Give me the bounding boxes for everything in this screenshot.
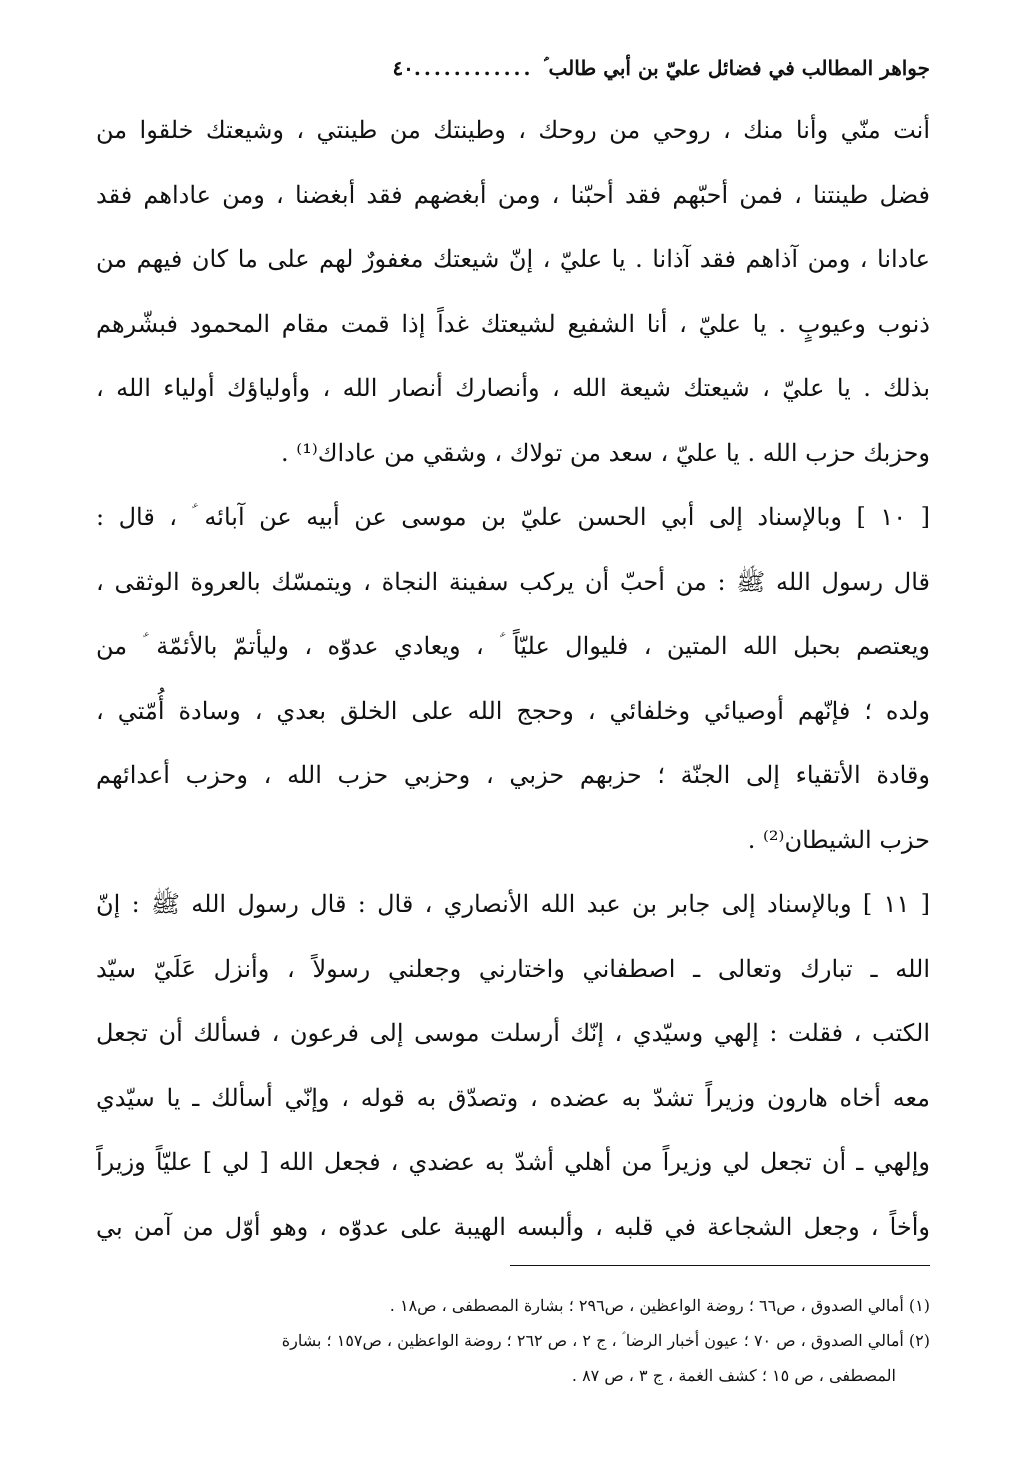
text-line: وحزبك حزب الله . يا عليّ ، سعد من تولاك ، وشقي من عاداك⁽¹⁾ . xyxy=(281,438,930,467)
text-line: [ ١١ ] وبالإسناد إلى جابر بن عبد الله الأنصاري ، قال : قال رسول الله ﷺ : إنّ xyxy=(96,890,930,918)
text-line: الكتب ، فقلت : إلهي وسيّدي ، إنّك أرسلت موسى إلى فرعون ، فسألك أن تجعل xyxy=(96,1019,930,1047)
text-line: أنت منّي وأنا منك ، روحي من روحك ، وطينتك من طينتي ، وشيعتك خلقوا من xyxy=(96,116,930,144)
text-line: وأخاً ، وجعل الشجاعة في قلبه ، وألبسه الهيبة على عدوّه ، وهو أوّل من آمن بي xyxy=(96,1212,930,1241)
text-line: حزب الشيطان⁽²⁾ . xyxy=(747,825,930,854)
text-line: معه أخاه هارون وزيراً تشدّ به عضده ، وتصدّق به قوله ، وإنّي أسألك ـ يا سيّدي xyxy=(96,1083,930,1112)
text-line: ويعتصم بحبل الله المتين ، فليوال عليّاً ؑ ، ويعادي عدوّه ، وليأتمّ بالأئمّة ؑ من xyxy=(96,632,930,660)
text-line: ولده ؛ فإنّهم أوصيائي وخلفائي ، وحجج الله على الخلق بعدي ، وسادة أُمّتي ، xyxy=(96,696,930,725)
footnote-2-continued: المصطفى ، ص ١٥ ؛ كشف الغمة ، ج ٣ ، ص ٨٧ . xyxy=(571,1366,896,1385)
footnote-1: (١) أمالي الصدوق ، ص٦٦ ؛ روضة الواعظين ، ص٢٩٦ ؛ بشارة المصطفى ، ص١٨ . xyxy=(389,1296,930,1315)
text-line: فضل طينتنا ، فمن أحبّهم فقد أحبّنا ، ومن أبغضهم فقد أبغضنا ، ومن عاداهم فقد xyxy=(96,180,930,209)
footnote-2: (٢) أمالي الصدوق ، ص ٧٠ ؛ عيون أخبار الرضا ؑ ، ج ٢ ، ص ٢٦٢ ؛ روضة الواعظين ، ص١٥٧ ؛ بشارة xyxy=(281,1331,930,1350)
page-number: ٤٠ xyxy=(392,56,414,80)
text-line: عادانا ، ومن آذاهم فقد آذانا . يا عليّ ، إنّ شيعتك مغفورٌ لهم على ما كان فيهم من xyxy=(96,245,930,273)
text-line: الله ـ تبارك وتعالى ـ اصطفاني واختارني وجعلني رسولاً ، وأنزل عَلَيّ سيّد xyxy=(96,954,930,983)
footnotes xyxy=(250,1288,930,1393)
body-text xyxy=(96,98,930,1259)
footnote-divider xyxy=(510,1265,930,1266)
text-line: بذلك . يا عليّ ، شيعتك شيعة الله ، وأنصارك أنصار الله ، وأولياؤك أولياء الله ، xyxy=(96,374,930,402)
text-line: وقادة الأتقياء إلى الجنّة ؛ حزبهم حزبي ، وحزبي حزب الله ، وحزب أعدائهم xyxy=(96,761,930,789)
running-header xyxy=(96,50,930,86)
book-title: جواهر المطالب في فضائل عليّ بن أبي طالب ؑ xyxy=(543,56,930,80)
text-line: وإلهي ـ أن تجعل لي وزيراً من أهلي أشدّ به عضدي ، فجعل الله [ لي ] عليّاً وزيراً xyxy=(96,1148,930,1176)
leader-dots: ............ xyxy=(413,56,534,80)
text-line: ذنوب وعيوبٍ . يا عليّ ، أنا الشفيع لشيعتك غداً إذا قمت مقام المحمود فبشّرهم xyxy=(96,309,930,338)
text-line: قال رسول الله ﷺ : من أحبّ أن يركب سفينة النجاة ، ويتمسّك بالعروة الوثقى ، xyxy=(96,567,930,596)
text-line: [ ١٠ ] وبالإسناد إلى أبي الحسن عليّ بن موسى عن أبيه عن آبائه ؑ ، قال : xyxy=(96,503,930,531)
